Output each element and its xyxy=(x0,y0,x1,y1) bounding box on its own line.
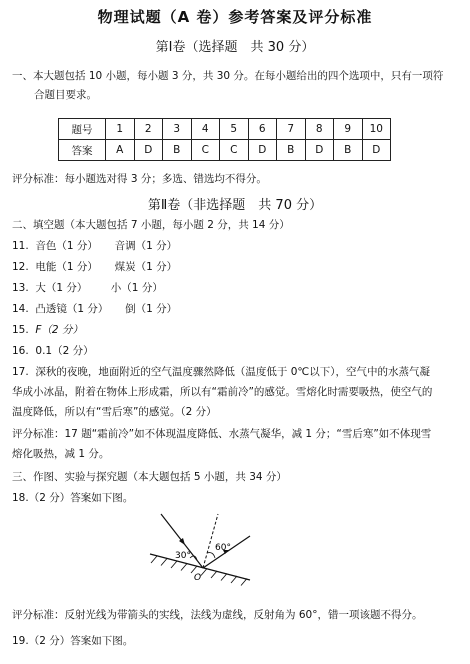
number-cell: 1 xyxy=(106,119,135,140)
answer-cell: D xyxy=(305,140,334,161)
answer-part-a: 电能（1 分） xyxy=(35,261,98,273)
number-cell: 7 xyxy=(277,119,306,140)
page-title: 物理试题（A 卷）参考答案及评分标准 xyxy=(97,8,373,26)
experiment-heading: 三、作图、实验与探究题（本大题包括 5 小题，共 34 分） xyxy=(12,471,287,483)
question-number-row xyxy=(59,119,391,140)
number-cell: 2 xyxy=(134,119,163,140)
number-cell: 5 xyxy=(220,119,249,140)
answer-part-a: 音色（1 分） xyxy=(35,240,98,252)
question-number: 13. xyxy=(12,282,29,294)
question-number: 16. xyxy=(12,345,29,357)
answer-cell: C xyxy=(220,140,249,161)
angle-arc-2 xyxy=(207,553,215,558)
question-number: 15. xyxy=(12,324,29,336)
answer-17-text: 深秋的夜晚，地面附近的空气温度骤然降低（温度低于 0℃以下），空气中的水蒸气凝 xyxy=(35,366,430,378)
answer-part-b: 煤炭（1 分） xyxy=(114,261,178,273)
answer-table xyxy=(58,118,391,161)
answer-part-b: 小（1 分） xyxy=(110,282,163,294)
answer-cell: A xyxy=(106,140,135,161)
answer-17-line2: 华成小冰晶，附着在物体上形成霜，所以有“霜前冷”的感觉。雪熔化时需要吸热，使空气的 xyxy=(12,386,433,398)
section-2-heading: 第Ⅱ卷（非选择题 共 70 分） xyxy=(147,198,323,213)
angle-label-30: 30° xyxy=(175,551,191,561)
point-o-label: O xyxy=(194,573,202,583)
answer-18: 18.（2 分）答案如下图。 xyxy=(12,492,134,504)
answer-16 xyxy=(12,343,94,358)
answer-part-a: 凸透镜（1 分） xyxy=(35,303,109,315)
answer-cell: B xyxy=(163,140,192,161)
angle-label-60: 60° xyxy=(215,543,231,553)
number-cell: 3 xyxy=(163,119,192,140)
mc-intro-line1: 一、本大题包括 10 小题，每小题 3 分，共 30 分。在每小题给出的四个选项中，只有一项符 xyxy=(12,70,444,82)
mc-scoring: 评分标准：每小题选对得 3 分；多选、错选均不得分。 xyxy=(12,173,267,185)
answer-part-b: 音调（1 分） xyxy=(114,240,178,252)
question-number: 17. xyxy=(12,366,29,378)
answer-row xyxy=(59,140,391,161)
answer-part-a: 大（1 分） xyxy=(35,282,88,294)
number-cell: 6 xyxy=(248,119,277,140)
section-1-heading: 第Ⅰ卷（选择题 共 30 分） xyxy=(155,40,315,55)
number-cell: 8 xyxy=(305,119,334,140)
number-cell: 9 xyxy=(334,119,363,140)
question-number: 12. xyxy=(12,261,29,273)
answer-cell: D xyxy=(362,140,391,161)
answer-13 xyxy=(12,280,163,295)
question-number: 11. xyxy=(12,240,29,252)
answer-11 xyxy=(12,238,177,253)
row-label-number: 题号 xyxy=(59,119,106,140)
answer-cell: D xyxy=(248,140,277,161)
q17-scoring-line1: 评分标准：17 题“霜前冷”如不体现温度降低、水蒸气凝华，减 1 分；“雪后寒”如不体现雪 xyxy=(12,428,432,440)
fill-heading: 二、填空题（本大题包括 7 小题，每小题 2 分，共 14 分） xyxy=(12,219,290,231)
answer-cell: D xyxy=(134,140,163,161)
answer-part-a: F（2 分） xyxy=(35,324,83,336)
answer-part-b: 倒（1 分） xyxy=(125,303,178,315)
row-label-answer: 答案 xyxy=(59,140,106,161)
number-cell: 10 xyxy=(362,119,391,140)
answer-17-line3: 温度降低，所以有“雪后寒”的感觉。（2 分） xyxy=(12,406,217,418)
answer-15 xyxy=(12,322,83,337)
reflection-diagram xyxy=(145,508,255,590)
q18-scoring: 评分标准：反射光线为带箭头的实线，法线为虚线，反射角为 60°，错一项该题不得分。 xyxy=(12,609,423,621)
number-cell: 4 xyxy=(191,119,220,140)
answer-cell: B xyxy=(334,140,363,161)
answer-19: 19.（2 分）答案如下图。 xyxy=(12,635,134,647)
answer-12 xyxy=(12,259,177,274)
answer-17-line1 xyxy=(12,364,430,379)
answer-part-a: 0.1（2 分） xyxy=(35,345,94,357)
question-number: 14. xyxy=(12,303,29,315)
mc-intro-line2: 合题目要求。 xyxy=(34,89,97,101)
answer-14 xyxy=(12,301,177,316)
q17-scoring-line2: 熔化吸热，减 1 分。 xyxy=(12,448,110,460)
answer-cell: B xyxy=(277,140,306,161)
answer-cell: C xyxy=(191,140,220,161)
